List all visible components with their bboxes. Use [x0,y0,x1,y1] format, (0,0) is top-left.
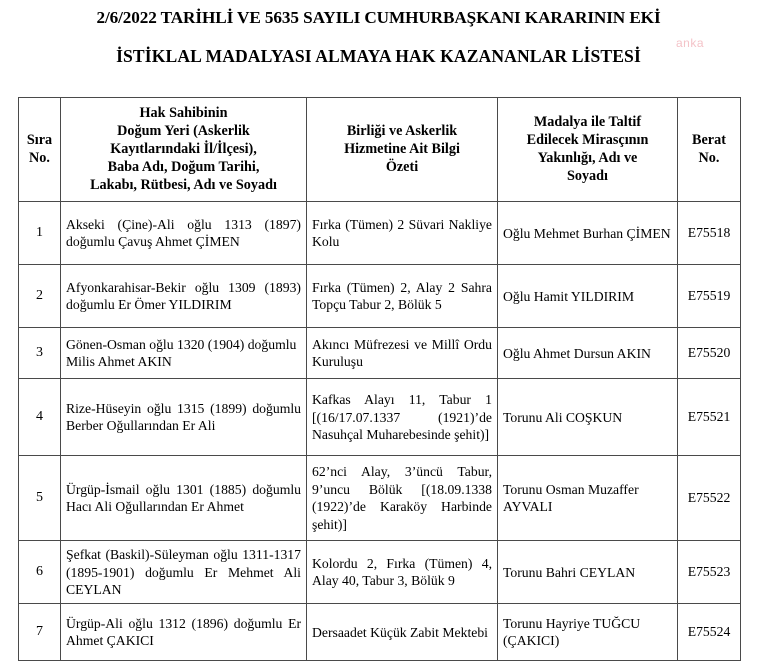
column-header-madalya-line4: Soyadı [566,167,608,184]
cell-berat-no: E75523 [678,541,741,604]
watermark-anka: anka [676,36,705,50]
table-row [19,541,741,604]
cell-berat-no: E75519 [678,265,741,328]
column-header-madalya-line1: Madalya ile Taltif [533,113,642,130]
cell-berat-no: E75520 [678,328,741,379]
cell-birlik: Dersaadet Küçük Zabit Mektebi [307,604,498,661]
column-header-sira-no-line1: Sıra [26,131,53,148]
column-header-madalya-line3: Yakınlığı, Adı ve [537,149,638,166]
document-title: 2/6/2022 TARİHLİ VE 5635 SAYILI CUMHURBAŞKANI KARARININ EKİ [96,8,661,27]
column-header-hak-sahibi-line5: Lakabı, Rütbesi, Adı ve Soyadı [90,176,277,193]
cell-sira-no: 6 [19,541,61,604]
table-row [19,604,741,661]
column-header-birlik [307,98,498,202]
cell-sira-no: 7 [19,604,61,661]
table-row [19,328,741,379]
table-row [19,456,741,541]
cell-sira-no: 2 [19,265,61,328]
column-header-berat-no-line2: No. [698,149,720,166]
table-row [19,379,741,456]
cell-madalya: Oğlu Ahmet Dursun AKIN [498,328,678,379]
column-header-sira-no-line2: No. [29,149,50,166]
table-header [19,98,741,202]
column-header-madalya [498,98,678,202]
cell-berat-no: E75524 [678,604,741,661]
cell-birlik: Fırka (Tümen) 2, Alay 2 Sahra Topçu Tabur 2, Bölük 5 [307,265,498,328]
cell-berat-no: E75521 [678,379,741,456]
title-block [0,0,757,67]
column-header-madalya-line2: Edilecek Mirasçının [526,131,649,148]
medal-recipients-table [18,97,741,661]
cell-hak-sahibi: Afyonkarahisar-Bekir oğlu 1309 (1893) doğumlu Er Ömer YILDIRIM [61,265,307,328]
table-body [19,202,741,661]
document-subtitle: İSTİKLAL MADALYASI ALMAYA HAK KAZANANLAR LİSTESİ [116,45,641,66]
column-header-hak-sahibi-line2: Doğum Yeri (Askerlik [117,122,250,139]
cell-hak-sahibi: Ürgüp-Ali oğlu 1312 (1896) doğumlu Er Ahmet ÇAKICI [61,604,307,661]
column-header-hak-sahibi-line1: Hak Sahibinin [139,105,228,121]
table-row [19,265,741,328]
cell-madalya: Torunu Ali COŞKUN [498,379,678,456]
cell-hak-sahibi: Rize-Hüseyin oğlu 1315 (1899) doğumlu Berber Oğullarından Er Ali [61,379,307,456]
cell-berat-no: E75518 [678,202,741,265]
cell-hak-sahibi: Ürgüp-İsmail oğlu 1301 (1885) doğumlu Hacı Ali Oğullarından Er Ahmet [61,456,307,541]
cell-birlik: Kafkas Alayı 11, Tabur 1 [(16/17.07.1337 (1921)’de Nasuhçal Muharebesinde şehit)] [307,379,498,456]
cell-birlik: Kolordu 2, Fırka (Tümen) 4, Alay 40, Tabur 3, Bölük 9 [307,541,498,604]
column-header-berat-no [678,98,741,202]
cell-madalya: Torunu Bahri CEYLAN [498,541,678,604]
medal-recipients-table-wrapper [18,97,740,661]
table-header-row [19,98,741,202]
cell-madalya: Torunu Osman Muzaffer AYVALI [498,456,678,541]
column-header-birlik-line1: Birliği ve Askerlik [346,122,458,139]
cell-sira-no: 1 [19,202,61,265]
column-header-hak-sahibi-line4: Baba Adı, Doğum Tarihi, [107,158,260,175]
cell-birlik: Fırka (Tümen) 2 Süvari Nakliye Kolu [307,202,498,265]
column-header-hak-sahibi-line3: Kayıtlarındaki İl/İlçesi), [110,140,257,157]
cell-hak-sahibi: Akseki (Çine)-Ali oğlu 1313 (1897) doğumlu Çavuş Ahmet ÇİMEN [61,202,307,265]
table-row [19,202,741,265]
column-header-sira-no [19,98,61,202]
cell-berat-no: E75522 [678,456,741,541]
cell-madalya: Oğlu Hamit YILDIRIM [498,265,678,328]
cell-sira-no: 4 [19,379,61,456]
column-header-hak-sahibi [61,98,307,202]
cell-birlik: Akıncı Müfrezesi ve Millî Ordu Kuruluşu [307,328,498,379]
cell-madalya: Torunu Hayriye TUĞCU (ÇAKICI) [498,604,678,661]
cell-sira-no: 5 [19,456,61,541]
cell-hak-sahibi: Şefkat (Baskil)-Süleyman oğlu 1311-1317 (1895-1901) doğumlu Er Mehmet Ali CEYLAN [61,541,307,604]
column-header-birlik-line2: Hizmetine Ait Bilgi [344,140,460,157]
cell-hak-sahibi: Gönen-Osman oğlu 1320 (1904) doğumlu Milis Ahmet AKIN [61,328,307,379]
cell-sira-no: 3 [19,328,61,379]
cell-birlik: 62’nci Alay, 3’üncü Tabur, 9’uncu Bölük [(18.09.1338 (1922)’de Karaköy Harbinde şehit)] [307,456,498,541]
cell-madalya: Oğlu Mehmet Burhan ÇİMEN [498,202,678,265]
column-header-birlik-line3: Özeti [385,158,419,175]
column-header-berat-no-line1: Berat [692,131,726,148]
